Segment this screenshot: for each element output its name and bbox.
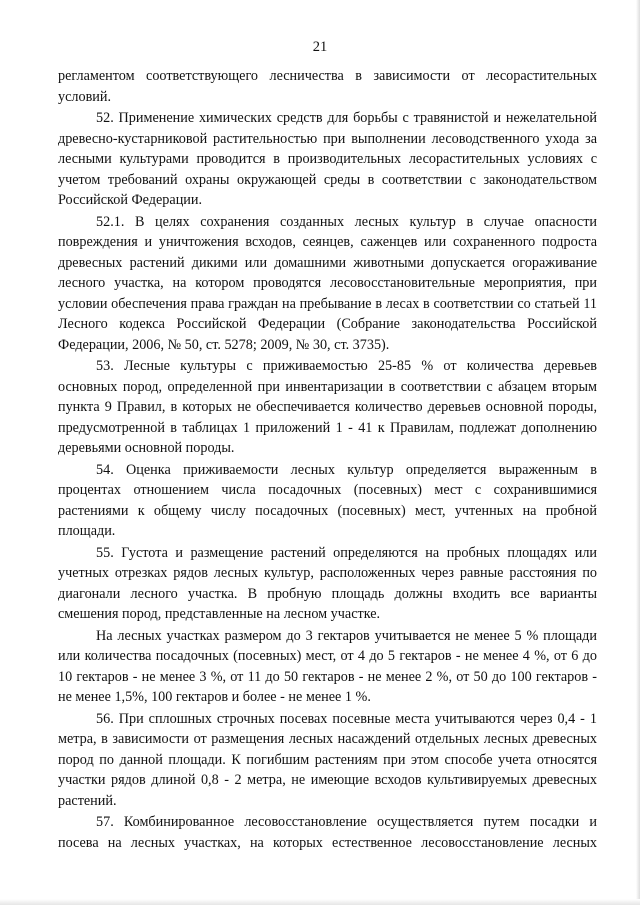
scan-right-edge <box>636 0 640 905</box>
paragraph-55-area-rules: На лесных участках размером до 3 гектаров учитывается не менее 5 % площади или количества посадочных (посевных) мест, от 4 до 5 гектаров - не менее 4 %, от 6 до 10 гектаров - не менее 3 %, от 11 до 50 гектаров - не менее 2 %, от 50 до 100 гектаров - не менее 1,5%, 100 гектаров и более - не менее 1 %. <box>58 627 597 705</box>
paragraph-54: 54. Оценка приживаемости лесных культур определяется выраженным в процентах отношением числа посадочных (посевных) мест с сохранившимися растениями к общему числу посадочных (посевных) мест, учтенных на пробной площади. <box>58 461 597 539</box>
page-number: 21 <box>312 39 328 55</box>
paragraph-52: 52. Применение химических средств для борьбы с травянистой и нежелательной древесно-кустарниковой растительностью при выполнении лесоводственного ухода за лесными культурами проводится в производительных лесорастительных условиях с учетом требований охраны окружающей среды в соответствии с законодательством Российской Федерации. <box>58 110 597 208</box>
document-body <box>58 66 597 854</box>
paragraph-53: 53. Лесные культуры с приживаемостью 25-85 % от количества деревьев основных пород, определенной при инвентаризации в соответствии с абзацем вторым пункта 9 Правил, в которых не обеспечивается количество деревьев основной породы, предусмотренной в таблицах 1 приложений 1 - 41 к Правилам, подлежат дополнению деревьями основной породы. <box>58 358 597 456</box>
paragraph-56: 56. При сплошных строчных посевах посевные места учитываются через 0,4 - 1 метра, в зависимости от размещения лесных насаждений отдельных лесных древесных пород по данной площади. К погибшим растениям при этом способе учета относятся участки рядов длиной 0,8 - 2 метра, не имеющие всходов культивируемых древесных растений. <box>58 710 597 809</box>
paragraph-55: 55. Густота и размещение растений определяются на пробных площадях или учетных отрезках рядов лесных культур, расположенных через равные расстояния по диагонали лесного участка. В пробную площадь должны входить все варианты смешения пород, представленные на лесном участке. <box>58 544 597 622</box>
paragraph-57: 57. Комбинированное лесовосстановление осуществляется путем посадки и посева на лесных участках, на которых естественное лесовосстановление лесных <box>58 814 597 851</box>
paragraph-52-1: 52.1. В целях сохранения созданных лесных культур в случае опасности повреждения и уничтожения всходов, сеянцев, саженцев или сохраненного подроста древесных растений дикими или домашними животными допускается огораживание лесного участка, на котором проводятся лесовосстановительные мероприятия, при условии обеспечения права граждан на пребывание в лесах в соответствии со статьей 11 Лесного кодекса Российской Федерации (Собрание законодательства Российской Федерации, 2006, № 50, ст. 5278; 2009, № 30, ст. 3735). <box>58 213 597 353</box>
scan-bottom-edge <box>0 899 640 905</box>
paragraph-continuation: регламентом соответствующего лесничества в зависимости от лесорастительных условий. <box>58 68 597 105</box>
